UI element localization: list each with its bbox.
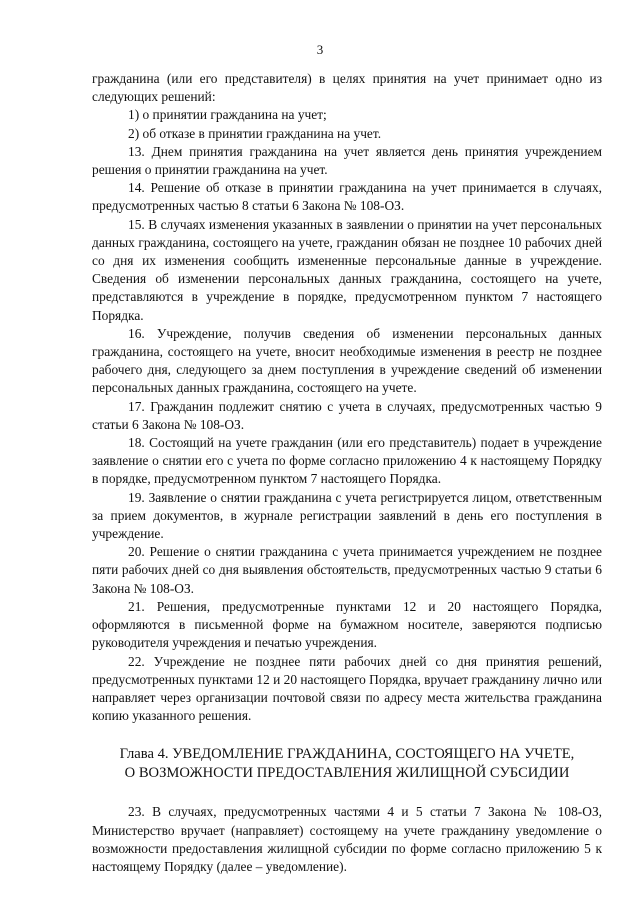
- paragraph-22: 22. Учреждение не позднее пяти рабочих дней со дня принятия решений, предусмотренных пунктами 12 и 20 настоящего Порядка, вручает гражданину лично или направляет через организации почтовой связи по адресу места жительства гражданина копию указанного решения.: [92, 653, 602, 724]
- paragraph-16: 16. Учреждение, получив сведения об изменении персональных данных гражданина, состоящего на учете, вносит необходимые изменения в реестр не позднее рабочего дня, следующего за днем поступления в учреждение сведений об изменении персональных данных гражданина, состоящего на учете.: [92, 325, 602, 396]
- paragraph-15: 15. В случаях изменения указанных в заявлении о принятии на учет персональных данных гражданина, состоящего на учете, гражданин обязан не позднее 10 рабочих дней со дня их изменения сообщить измененные персональные данные в учреждение. Сведения об изменении персональных данных гражданина, состоящего на учете, представляются в учреждение в порядке, предусмотренном пунктом 7 настоящего Порядка.: [92, 216, 602, 323]
- paragraph-19: 19. Заявление о снятии гражданина с учета регистрируется лицом, ответственным за прием документов, в журнале регистрации заявлений в день его поступления в учреждение.: [92, 489, 602, 542]
- chapter-heading: [92, 745, 602, 783]
- paragraph-continuation: гражданина (или его представителя) в целях принятия на учет принимает одно из следующих решений:: [92, 71, 602, 105]
- paragraph-21: 21. Решения, предусмотренные пунктами 12 и 20 настоящего Порядка, оформляются в письменной форме на бумажном носителе, заверяются подписью руководителя учреждения и печатью учреждения.: [92, 598, 602, 651]
- list-item-2: 2) об отказе в принятии гражданина на учет.: [128, 125, 382, 141]
- paragraph-23: 23. В случаях, предусмотренных частями 4 и 5 статьи 7 Закона № 108-ОЗ, Министерство вручает (направляет) состоящему на учете гражданину уведомление о возможности предоставления жилищной субсидии по форме согласно приложению 5 к настоящему Порядку (далее – уведомление).: [92, 804, 602, 874]
- chapter-heading-line-1: Глава 4. УВЕДОМЛЕНИЕ ГРАЖДАНИНА, СОСТОЯЩЕГО НА УЧЕТЕ,: [119, 746, 575, 763]
- paragraph-17: 17. Гражданин подлежит снятию с учета в случаях, предусмотренных частью 9 статьи 6 Закона № 108-ОЗ.: [92, 398, 602, 432]
- chapter-heading-line-2: О ВОЗМОЖНОСТИ ПРЕДОСТАВЛЕНИЯ ЖИЛИЩНОЙ СУБСИДИИ: [124, 765, 570, 782]
- paragraph-14: 14. Решение об отказе в принятии гражданина на учет принимается в случаях, предусмотренных частью 8 статьи 6 Закона № 108-ОЗ.: [92, 180, 602, 214]
- page-number: 3: [316, 42, 324, 57]
- document-body: [92, 70, 602, 876]
- paragraph-18: 18. Состоящий на учете гражданин (или его представитель) подает в учреждение заявление о снятии его с учета по форме согласно приложению 4 к настоящему Порядку в порядке, предусмотренном пунктом 7 настоящего Порядка.: [92, 435, 602, 487]
- paragraph-13: 13. Днем принятия гражданина на учет является день принятия учреждением решения о принятии гражданина на учет.: [92, 143, 602, 178]
- paragraph-20: 20. Решение о снятии гражданина с учета принимается учреждением не позднее пяти рабочих дней со дня выявления обстоятельств, предусмотренных частью 9 статьи 6 Закона № 108-ОЗ.: [92, 544, 602, 596]
- list-item-1: 1) о принятии гражданина на учет;: [128, 107, 327, 123]
